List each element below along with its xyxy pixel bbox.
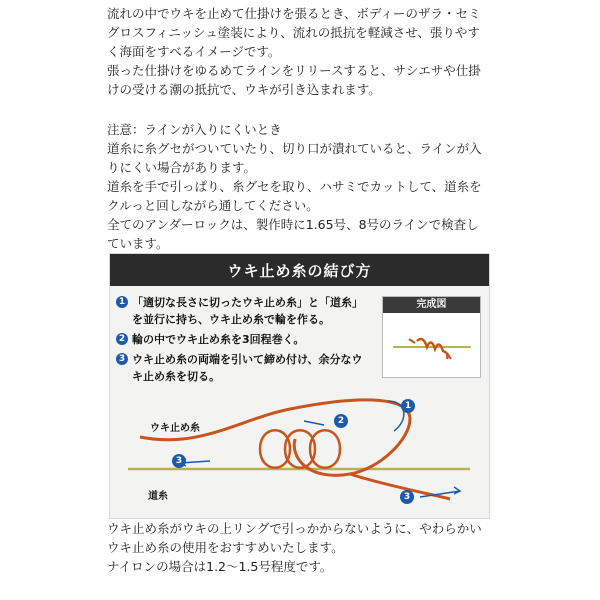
step-number-2: 2 <box>116 333 128 345</box>
completed-figure <box>382 296 481 378</box>
completed-knot-coil <box>417 339 448 359</box>
notes-heading: 注意：ラインが入りにくいとき <box>107 122 282 137</box>
arrow-wrap <box>304 421 324 425</box>
completed-knot-illustration <box>383 313 480 375</box>
footer-text <box>107 519 487 576</box>
step-number-1: 1 <box>116 296 128 308</box>
notes-paragraph-1: 道糸に糸グセがついていたり、切り口が潰れていると、ラインが入りにくい場合があります。 <box>107 141 482 175</box>
marker-step-3-right: 3 <box>400 490 414 504</box>
marker-step-2: 2 <box>334 414 348 428</box>
marker-step-1: 1 <box>401 399 415 413</box>
notes-text <box>107 120 487 253</box>
step-number-3: 3 <box>116 353 128 365</box>
notes-paragraph-3: 全てのアンダーロックは、製作時に1.65号、8号のラインで検査しています。 <box>107 217 479 251</box>
footer-paragraph-2: ナイロンの場合は1.2〜1.5号程度です。 <box>107 559 333 574</box>
intro-paragraph-2: 張った仕掛けをゆるめてラインをリリースすると、サシエサや仕掛けの受ける潮の抵抗で、ウキが引き込まれます。 <box>107 63 481 97</box>
step-text-3: ウキ止め糸の両端を引いて締め付け、余分なウキ止め糸を切る。 <box>132 353 363 383</box>
knot-line-label: ウキ止め糸 <box>150 423 200 434</box>
intro-text <box>107 4 487 99</box>
intro-paragraph-1: 流れの中でウキを止めて仕掛けを張るとき、ボディーのザラ・セミグロスフィニッシュ塗装により、流れの抵抗を軽減させ、張りやすく海面をすべるイメージです。 <box>107 6 481 59</box>
completed-figure-title: 完成図 <box>383 297 480 313</box>
steps-list <box>116 294 366 388</box>
main-line-label: 道糸 <box>148 491 168 502</box>
step-text-2: 輪の中でウキ止め糸を3回程巻く。 <box>132 333 305 346</box>
step-2 <box>116 331 366 348</box>
step-text-1: 「適切な長さに切ったウキ止め糸」と「道糸」を並行に持ち、ウキ止め糸で輪を作る。 <box>132 296 363 326</box>
footer-paragraph-1: ウキ止め糸がウキの上リングで引っかからないように、やわらかいウキ止め糸の使用をおすすめいたします。 <box>107 521 482 555</box>
notes-paragraph-2: 道糸を手で引っぱり、糸グセを取り、ハサミでカットして、道糸をクルっと回しながら通してください。 <box>107 179 482 213</box>
step-1 <box>116 294 366 328</box>
knot-diagram <box>109 253 490 519</box>
diagram-title: ウキ止め糸の結び方 <box>110 254 489 286</box>
marker-step-3-left: 3 <box>172 454 186 468</box>
